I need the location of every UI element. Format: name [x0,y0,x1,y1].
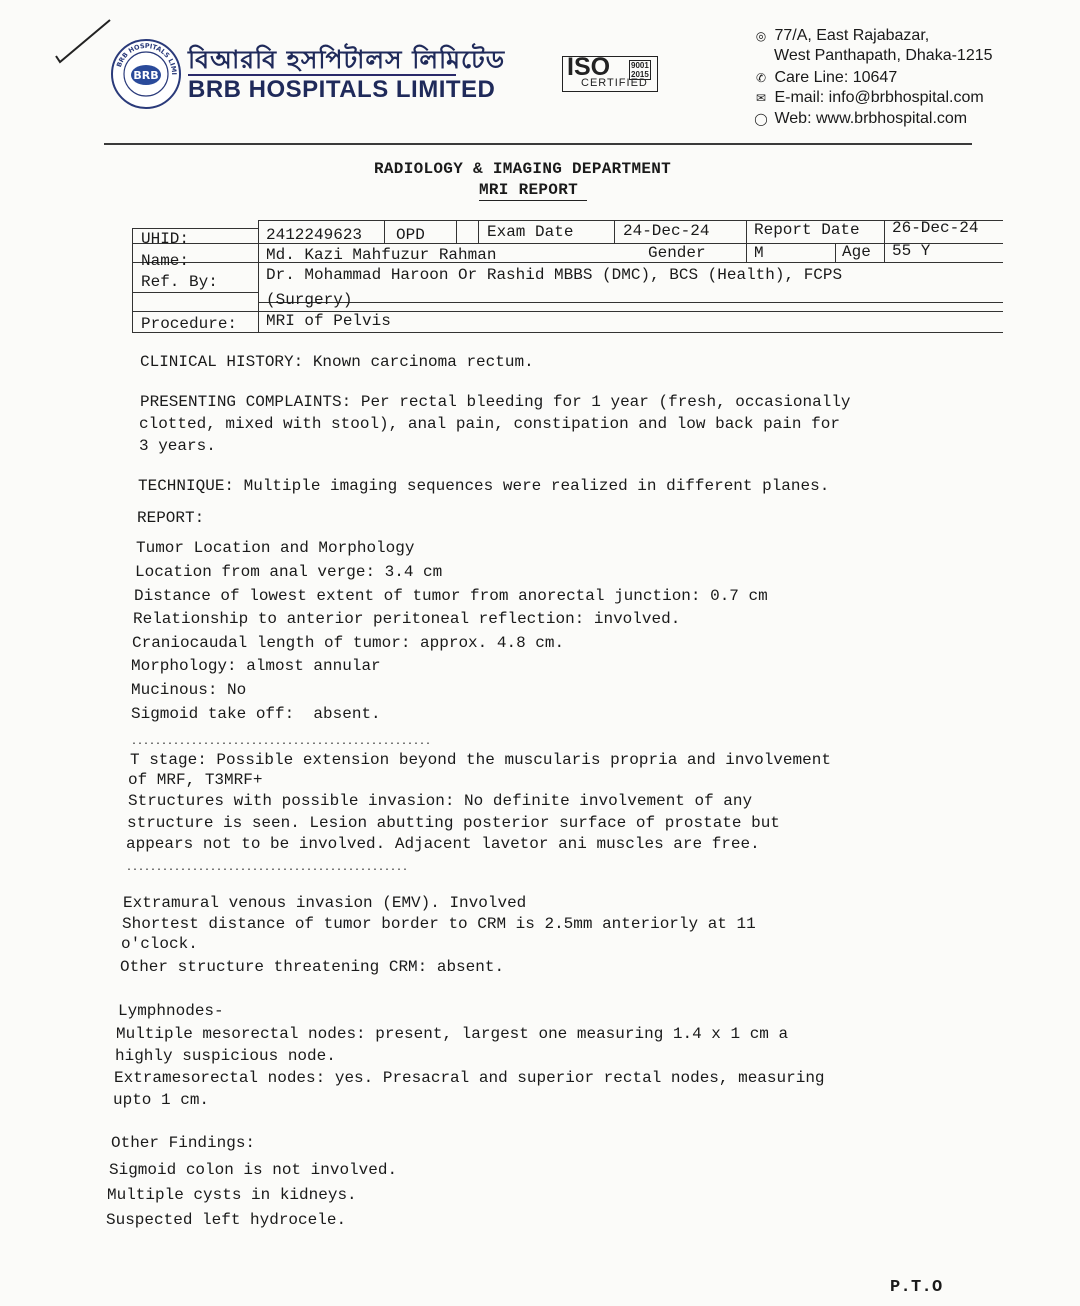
other-finding-3: Suspected left hydrocele. [106,1211,347,1229]
technique: TECHNIQUE: Multiple imaging sequences were realized in different planes. [138,477,830,495]
distance-from-anorectal-junction: Distance of lowest extent of tumor from anorectal junction: 0.7 cm [134,587,768,605]
iso-certified: CERTIFIED [581,77,648,89]
pto-label: P.T.O [890,1278,943,1297]
other-finding-2: Multiple cysts in kidneys. [107,1186,357,1204]
phone-icon: ✆ [755,71,767,85]
report-heading: REPORT: [137,509,205,527]
iso-badge [562,53,658,92]
structures-line-3: appears not to be involved. Adjacent lavetor ani muscles are free. [126,835,760,853]
table-line [384,220,385,243]
craniocaudal-length: Craniocaudal length of tumor: approx. 4.8 cm. [132,634,565,652]
t-stage-line-1: T stage: Possible extension beyond the muscularis propria and involvement [130,751,831,769]
uhid-label: UHID: [141,230,190,248]
table-line [132,332,1003,333]
gender-value: M [754,244,764,262]
ref-doctor-line-1: Dr. Mohammad Haroon Or Rashid MBBS (DMC), BCS (Health), FCPS [266,266,843,284]
table-line [746,220,747,262]
iso-label: ISO [567,53,611,81]
contact-address [752,27,929,45]
structures-line-1: Structures with possible invasion: No definite involvement of any [128,792,753,810]
table-line [132,292,258,293]
hospital-name-english: BRB HOSPITALS LIMITED [188,76,496,103]
complaints-line-2: clotted, mixed with stool), anal pain, constipation and low back pain for [139,415,840,433]
procedure-label: Procedure: [141,315,238,333]
uhid-value: 2412249623 [266,226,363,244]
ref-by-label: Ref. By: [141,273,218,291]
procedure-value: MRI of Pelvis [266,312,391,330]
other-findings-heading: Other Findings: [111,1134,256,1152]
hospital-name-bangla: বিআরবি হসপিটালস লিমিটেড [188,45,506,74]
name-label: Name: [141,252,190,270]
crm-other-structure: Other structure threatening CRM: absent. [120,958,505,976]
table-line [478,220,479,243]
iso-year: 2015 [631,70,649,79]
location-from-anal-verge: Location from anal verge: 3.4 cm [135,563,443,581]
location-pin-icon: ◎ [755,29,767,43]
header-divider [104,143,972,145]
structures-line-2: structure is seen. Lesion abutting posterior surface of prostate but [127,814,780,832]
table-line [456,220,457,243]
check-mark-icon [52,18,112,66]
age-value: 55 Y [892,242,931,260]
clinical-history: CLINICAL HISTORY: Known carcinoma rectum. [140,353,534,371]
dotted-separator: ............................................... [126,863,409,874]
exam-date-label: Exam Date [487,223,574,241]
other-finding-1: Sigmoid colon is not involved. [109,1161,398,1179]
lymphnodes-line-1: Multiple mesorectal nodes: present, largest one measuring 1.4 x 1 cm a [116,1025,789,1043]
email-text: E-mail: info@brbhospital.com [774,89,984,106]
table-line [258,220,259,332]
lymphnodes-line-2: highly suspicious node. [115,1047,336,1065]
address-line-1: 77/A, East Rajabazar, [774,27,930,44]
globe-icon: ◯ [754,112,768,126]
table-line [258,302,1003,303]
complaints-line-3: 3 years. [139,437,216,455]
age-label: Age [842,243,871,261]
seal-center-text: BRB [133,69,159,82]
hospital-seal-logo [110,38,182,110]
seal-text: BRB HOSPITALS LIMI [115,41,179,75]
mail-icon: ✉ [755,91,767,105]
table-line [614,220,615,243]
tumor-heading: Tumor Location and Morphology [136,539,415,557]
gender-label: Gender [648,244,706,262]
table-line [835,243,836,262]
department-title: RADIOLOGY & IMAGING DEPARTMENT [374,160,672,178]
address-line-2: West Panthapath, Dhaka-1215 [774,47,993,64]
table-line [132,262,1003,263]
contact-web [752,110,967,128]
sigmoid-take-off: Sigmoid take off: absent. [131,705,381,723]
exam-date-value: 24-Dec-24 [623,222,710,240]
ref-doctor-line-2: (Surgery) [266,291,353,309]
dotted-separator: .................................................. [131,737,432,748]
care-line-text: Care Line: 10647 [774,69,898,86]
crm-distance-line-1: Shortest distance of tumor border to CRM is 2.5mm anteriorly at 11 [122,915,756,933]
report-title: MRI REPORT [479,181,579,199]
complaints-line-1: PRESENTING COMPLAINTS: Per rectal bleeding for 1 year (fresh, occasionally [140,393,851,411]
table-line [132,228,133,332]
table-line [884,220,885,262]
lymphnodes-line-3: Extramesorectal nodes: yes. Presacral and superior rectal nodes, measuring [114,1069,825,1087]
report-title-underline [479,200,587,201]
t-stage-line-2: of MRF, T3MRF+ [128,771,263,789]
mucinous: Mucinous: No [131,681,247,699]
contact-care-line [752,69,897,87]
extramural-venous-invasion: Extramural venous invasion (EMV). Involved [123,894,527,912]
lymphnodes-line-4: upto 1 cm. [113,1091,210,1109]
lymphnodes-heading: Lymphnodes- [118,1002,224,1020]
crm-distance-line-2: o'clock. [121,935,198,953]
morphology: Morphology: almost annular [131,657,381,675]
contact-email [752,89,984,107]
table-line [132,243,1003,244]
patient-name: Md. Kazi Mahfuzur Rahman [266,246,497,264]
iso-number: 9001 [631,61,649,70]
table-line [132,228,258,229]
report-date-label: Report Date [754,221,860,239]
table-line [132,311,1003,312]
report-date-value: 26-Dec-24 [892,219,979,237]
visit-type: OPD [396,226,425,244]
peritoneal-reflection: Relationship to anterior peritoneal reflection: involved. [133,610,681,628]
web-text: Web: www.brbhospital.com [774,110,968,127]
